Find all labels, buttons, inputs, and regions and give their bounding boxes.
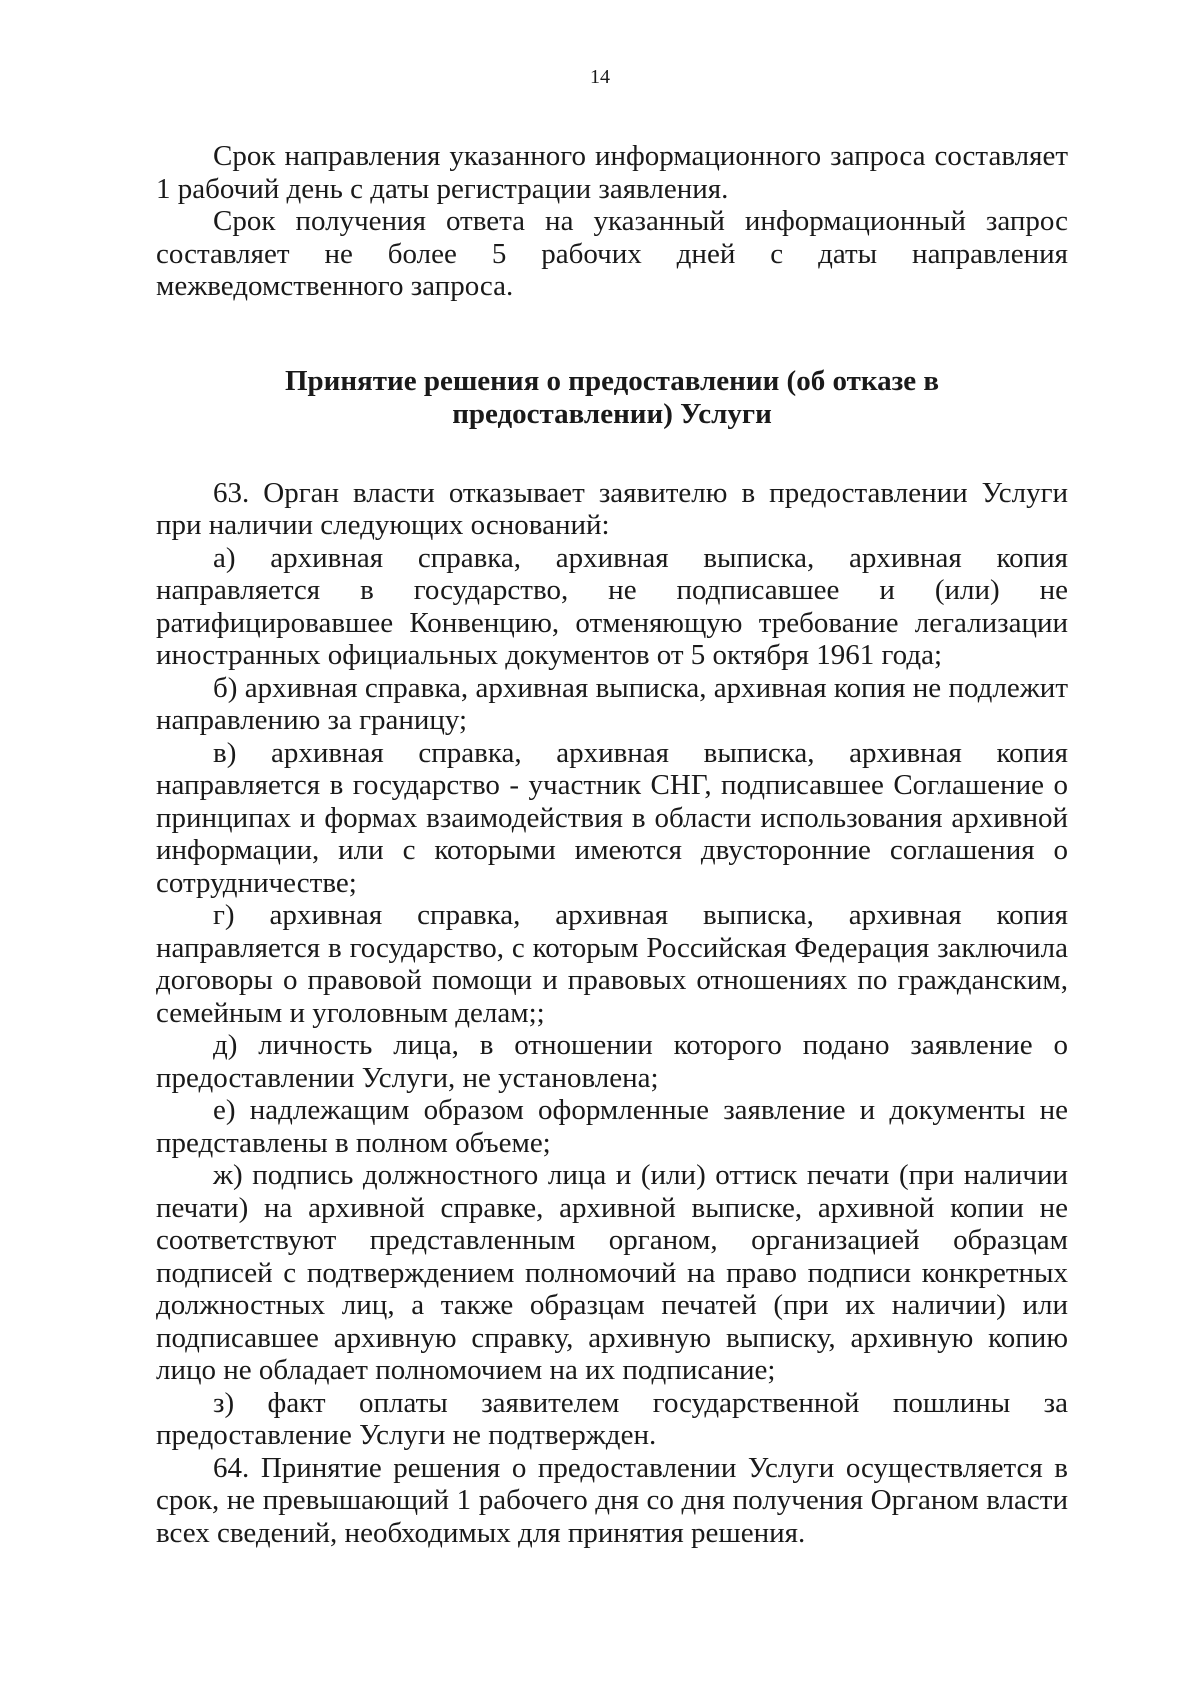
paragraph-response-deadline: Срок получения ответа на указанный информационный запрос составляет не более 5 рабочих дней с даты направления межведомственного запроса.: [156, 205, 1068, 302]
paragraph-request-deadline: Срок направления указанного информационного запроса составляет 1 рабочий день с даты регистрации заявления.: [156, 140, 1068, 205]
clause-63-intro: 63. Орган власти отказывает заявителю в предоставлении Услуги при наличии следующих оснований:: [156, 476, 1068, 541]
clause-63-item-e: е) надлежащим образом оформленные заявление и документы не представлены в полном объеме;: [156, 1094, 1068, 1159]
clause-63-item-a: а) архивная справка, архивная выписка, архивная копия направляется в государство, не подписавшее и (или) не ратифицировавшее Конвенцию, отменяющую требование легализации иностранных официальных документов от 5 октября 1961 года;: [156, 541, 1068, 671]
clause-63-item-z: з) факт оплаты заявителем государственной пошлины за предоставление Услуги не подтвержден.: [156, 1386, 1068, 1451]
clause-63-item-zh: ж) подпись должностного лица и (или) оттиск печати (при наличии печати) на архивной справке, архивной выписке, архивной копии не соответствуют представленным органом, организацией образцам подписей с подтверждением полномочий на право подписи конкретных должностных лиц, а также образцам печатей (при их наличии) или подписавшее архивную справку, архивную выписку, архивную копию лицо не обладает полномочием на их подписание;: [156, 1159, 1068, 1386]
clause-63-item-v: в) архивная справка, архивная выписка, архивная копия направляется в государство - участник СНГ, подписавшее Соглашение о принципах и формах взаимодействия в области использования архивной информации, или с которыми имеются двусторонние соглашения о сотрудничестве;: [156, 736, 1068, 899]
clause-63-item-d: д) личность лица, в отношении которого подано заявление о предоставлении Услуги, не установлена;: [156, 1029, 1068, 1094]
clause-63-item-b: б) архивная справка, архивная выписка, архивная копия не подлежит направлению за границу;: [156, 671, 1068, 736]
page-number: 14: [590, 66, 610, 88]
clause-63-item-g: г) архивная справка, архивная выписка, архивная копия направляется в государство, с которым Российская Федерация заключила договоры о правовой помощи и правовых отношениях по гражданским, семейным и уголовным делам;;: [156, 899, 1068, 1029]
document-body: [156, 140, 1068, 1549]
section-heading: Принятие решения о предоставлении (об отказе в предоставлении) Услуги: [284, 364, 940, 430]
clause-64: 64. Принятие решения о предоставлении Услуги осуществляется в срок, не превышающий 1 рабочего дня со дня получения Органом власти всех сведений, необходимых для принятия решения.: [156, 1451, 1068, 1549]
